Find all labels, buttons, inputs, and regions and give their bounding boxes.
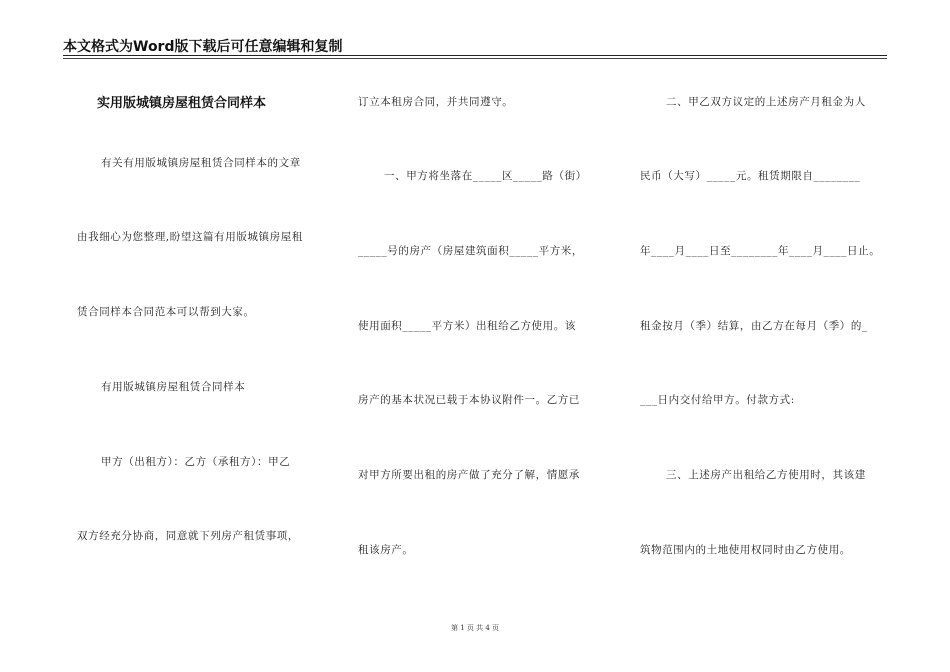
page-number-footer: 第 1 页 共 4 页 <box>450 624 500 632</box>
col3-line: ___日内交付给甲方。付款方式: <box>640 394 795 406</box>
col1-line: 双方经充分协商，同意就下列房产租赁事项， <box>77 530 299 542</box>
col3-line: 筑物范围内的土地使用权同时由乙方使用。 <box>640 544 851 556</box>
document-title: 实用版城镇房屋租赁合同样本 <box>97 96 267 111</box>
col3-line: 民币（大写）_____元。租赁期限自________ <box>640 170 861 182</box>
col3-line: 租金按月（季）结算，由乙方在每月（季）的_ <box>640 320 868 332</box>
col1-line: 赁合同样本合同范本可以帮到大家。 <box>77 306 255 318</box>
col3-line: 三、上述房产出租给乙方使用时，其该建 <box>666 469 866 481</box>
col2-line: _____号的房产（房屋建筑面积_____平方米， <box>358 245 583 257</box>
col1-line: 甲方（出租方）：乙方（承租方）：甲乙 <box>101 456 291 468</box>
col2-line: 租该房产。 <box>358 544 414 556</box>
header-divider-thin <box>63 58 887 59</box>
page-header-text: 本文格式为Word版下载后可任意编辑和复制 <box>63 39 343 55</box>
col2-line: 一、甲方将坐落在_____区_____路（街） <box>384 170 587 182</box>
col2-line: 房产的基本状况已载于本协议附件一。乙方已 <box>358 394 580 406</box>
col2-line: 订立本租房合同，并共同遵守。 <box>358 96 514 108</box>
col1-line: 由我细心为您整理,盼望这篇有用版城镇房屋租 <box>77 231 303 243</box>
col3-line: 二、甲乙双方议定的上述房产月租金为人 <box>666 96 866 108</box>
col1-line: 有用版城镇房屋租赁合同样本 <box>101 381 246 393</box>
col2-line: 对甲方所要出租的房产做了充分了解，情愿承 <box>358 469 580 481</box>
col3-line: 年____月____日至________年____月____日止。 <box>640 245 881 257</box>
header-divider <box>63 55 887 56</box>
col2-line: 使用面积_____平方米）出租给乙方使用。该 <box>358 320 576 332</box>
col1-line: 有关有用版城镇房屋租赁合同样本的文章 <box>101 157 301 169</box>
